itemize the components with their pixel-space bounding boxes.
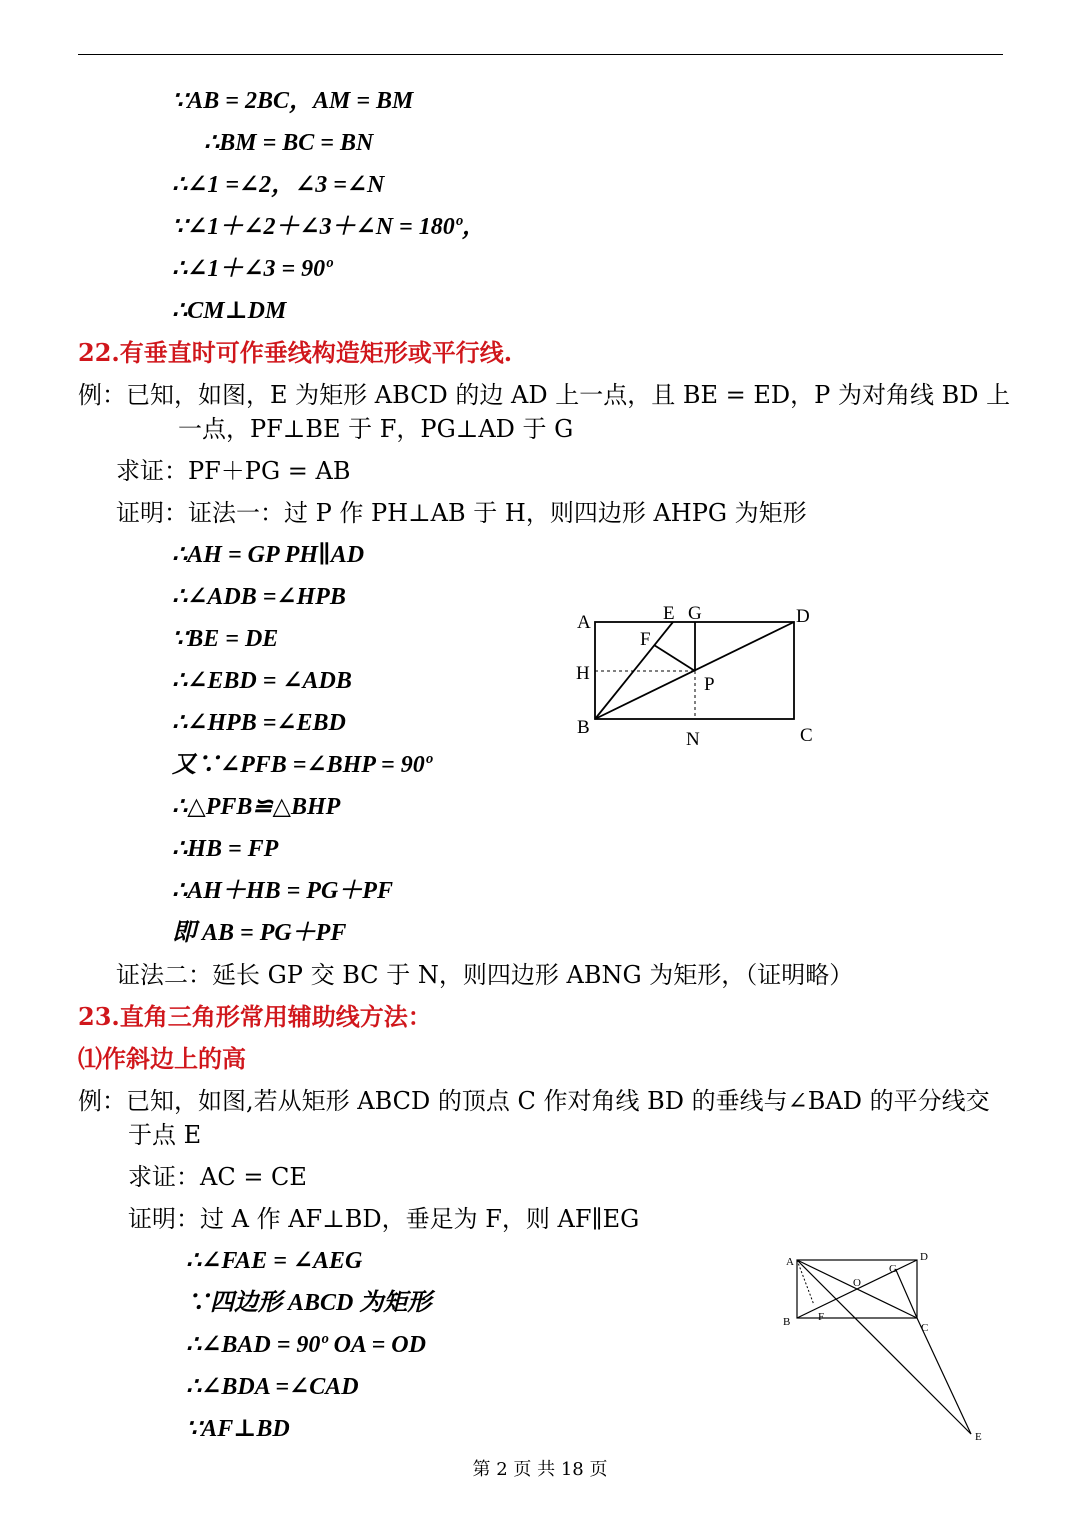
- example-statement: 例：已知，如图，E 为矩形 ABCD 的边 AD 上一点，且 BE = ED，P 为对角线 BD 上: [78, 381, 1011, 409]
- example-statement: 例：已知，如图,若从矩形 ABCD 的顶点 C 作对角线 BD 的垂线与∠BAD 的平分线交: [78, 1087, 990, 1115]
- proof-line: 又∵∠PFB =∠BHP = 90º: [172, 752, 432, 778]
- proof-line: ∵∠1＋∠2＋∠3＋∠N = 180º，: [172, 214, 486, 240]
- proof-line: ∴∠BAD = 90º OA = OD: [186, 1332, 426, 1358]
- example-statement: 于点 E: [128, 1121, 202, 1149]
- label-e: E: [975, 1431, 982, 1443]
- proof-line: ∴∠1＋∠3 = 90º: [172, 256, 333, 282]
- geometry-figure-bisector: [775, 1245, 995, 1445]
- section-heading-22: 22.有垂直时可作垂线构造矩形或平行线.: [78, 338, 513, 367]
- label-f: F: [640, 629, 651, 650]
- label-d: D: [920, 1251, 928, 1263]
- proof-line: ∴AH = GP PH∥AD: [172, 542, 365, 568]
- proof-line: ∵BE = DE: [172, 626, 279, 652]
- label-n: N: [686, 729, 700, 750]
- proof-line: ∴AH＋HB = PG＋PF: [172, 878, 393, 904]
- label-b: B: [577, 717, 590, 738]
- proof-line: ∴∠FAE = ∠AEG: [186, 1248, 363, 1274]
- proof-intro: 证明：过 A 作 AF⊥BD，垂足为 F，则 AF∥EG: [128, 1205, 640, 1233]
- proof-line: ∴HB = FP: [172, 836, 279, 862]
- segment-ce: [917, 1318, 971, 1434]
- proof-line: ∵四边形 ABCD 为矩形: [186, 1290, 432, 1316]
- proof-line: ∴BM = BC = BN: [204, 130, 374, 156]
- subsection-heading: ⑴作斜边上的高: [78, 1044, 246, 1073]
- label-g: G: [688, 603, 702, 624]
- bisector-ae: [797, 1260, 971, 1434]
- claim: 求证：PF＋PG = AB: [116, 457, 351, 485]
- proof-alt: 证法二：延长 GP 交 BC 于 N，则四边形 ABNG 为矩形，（证明略）: [116, 961, 854, 989]
- label-d: D: [796, 606, 810, 627]
- proof-line: ∴∠1 =∠2，∠3 =∠N: [172, 172, 385, 198]
- proof-line: ∴△PFB≌△BHP: [172, 794, 341, 820]
- proof-line: ∴CM⊥DM: [172, 298, 287, 324]
- label-e: E: [663, 603, 675, 624]
- label-g: G: [889, 1263, 897, 1275]
- geometry-figure-rectangle-abcd: [560, 595, 830, 755]
- section-heading-23: 23.直角三角形常用辅助线方法：: [78, 1002, 432, 1031]
- segment-gc: [896, 1270, 917, 1318]
- proof-line: ∴∠HPB =∠EBD: [172, 710, 346, 736]
- label-c: C: [800, 725, 813, 746]
- proof-line: ∴∠EBD = ∠ADB: [172, 668, 352, 694]
- proof-intro: 证明：证法一：过 P 作 PH⊥AB 于 H，则四边形 AHPG 为矩形: [116, 499, 807, 527]
- label-c: C: [921, 1322, 929, 1334]
- label-f: F: [818, 1311, 825, 1323]
- segment-fp: [654, 645, 695, 671]
- header-rule: [78, 54, 1003, 55]
- label-a: A: [577, 612, 591, 633]
- example-statement: 一点，PF⊥BE 于 F，PG⊥AD 于 G: [178, 415, 574, 443]
- label-a: A: [786, 1256, 794, 1268]
- proof-line: ∴∠BDA =∠CAD: [186, 1374, 359, 1400]
- label-o: O: [853, 1277, 861, 1289]
- proof-line: ∵AB = 2BC，AM = BM: [172, 88, 414, 114]
- page-footer: 第 2 页 共 18 页: [472, 1459, 608, 1480]
- label-h: H: [576, 663, 590, 684]
- label-b: B: [783, 1316, 791, 1328]
- proof-line: ∴∠ADB =∠HPB: [172, 584, 346, 610]
- proof-line: ∵AF⊥BD: [186, 1416, 290, 1442]
- claim: 求证：AC = CE: [128, 1163, 307, 1191]
- proof-line: 即 AB = PG＋PF: [172, 920, 347, 946]
- label-p: P: [704, 674, 715, 695]
